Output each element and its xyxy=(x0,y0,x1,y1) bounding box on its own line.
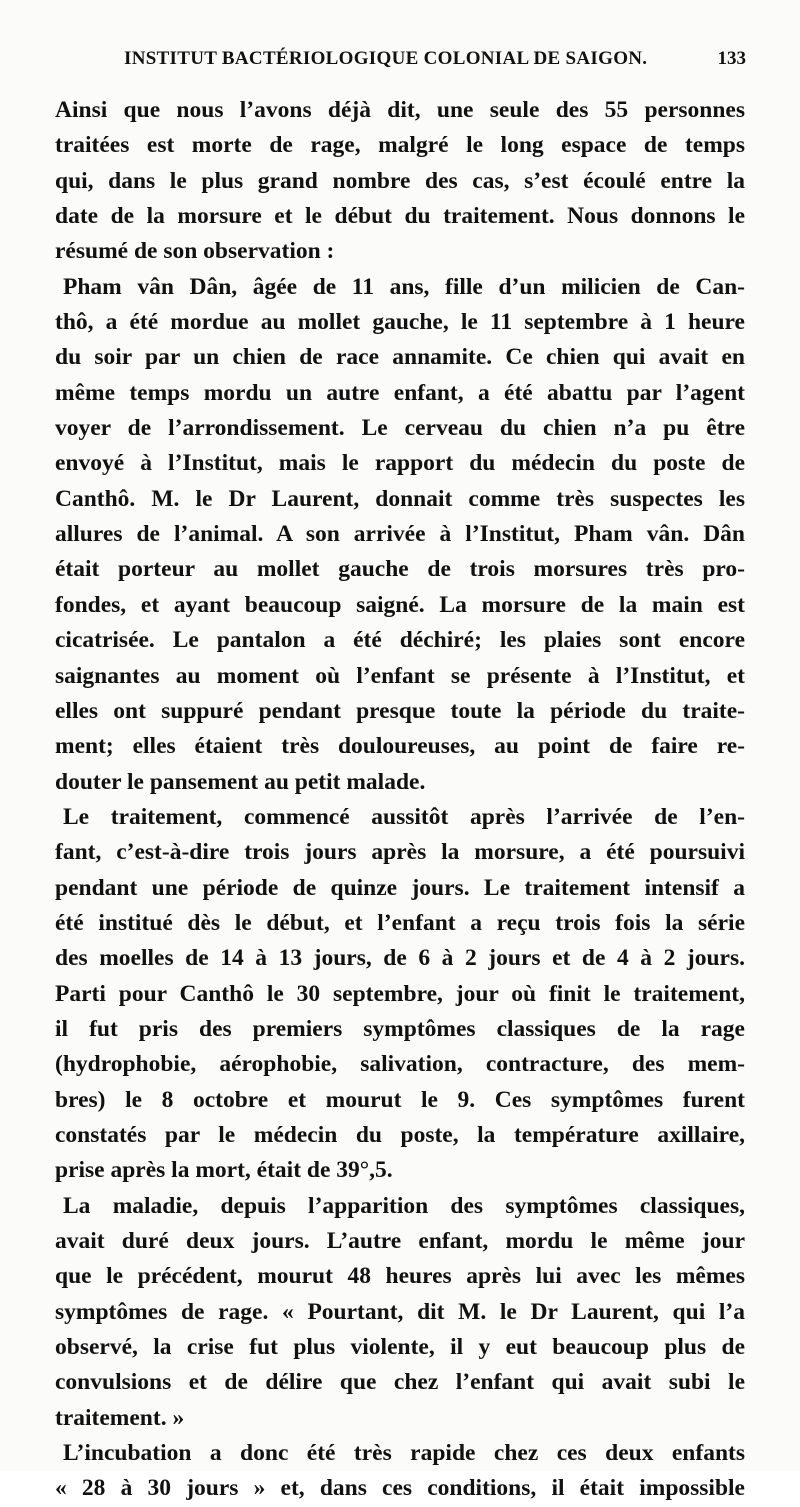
text-line: même temps mordu un autre enfant, a été abattu par l’agent xyxy=(55,379,745,406)
text-line: du soir par un chien de race annamite. Ce chien qui avait en xyxy=(55,344,745,371)
running-title: INSTITUT BACTÉRIOLOGIQUE COLONIAL DE SAIGON. xyxy=(124,48,648,69)
text-line: qui, dans le plus grand nombre des cas, s’est écoulé entre la xyxy=(55,167,745,194)
text-line: résumé de son observation : xyxy=(55,238,335,265)
text-line: été institué dès le début, et l’enfant a reçu trois fois la série xyxy=(55,909,745,936)
text-line: voyer de l’arrondissement. Le cerveau du chien n’a pu être xyxy=(55,415,745,442)
text-line: fondes, et ayant beaucoup saigné. La morsure de la main est xyxy=(55,591,745,618)
text-line: Parti pour Canthô le 30 septembre, jour où finit le traitement, xyxy=(55,980,745,1007)
text-line: ment; elles étaient très douloureuses, au point de faire re- xyxy=(55,733,745,760)
text-line: saignantes au moment où l’enfant se présente à l’Institut, et xyxy=(55,662,745,689)
text-line: des moelles de 14 à 13 jours, de 6 à 2 jours et de 4 à 2 jours. xyxy=(55,945,745,972)
text-line: il fut pris des premiers symptômes classiques de la rage xyxy=(55,1015,745,1042)
text-line: que le précédent, mourut 48 heures après lui avec les mêmes xyxy=(55,1263,745,1290)
text-line: allures de l’animal. A son arrivée à l’Institut, Pham vân. Dân xyxy=(55,521,745,548)
text-line: Ainsi que nous l’avons déjà dit, une seule des 55 personnes xyxy=(55,97,745,123)
text-line: constatés par le médecin du poste, la température axillaire, xyxy=(55,1121,745,1148)
text-line: convulsions et de délire que chez l’enfant qui avait subi le xyxy=(55,1369,745,1396)
text-line: elles ont suppuré pendant presque toute la période du traite- xyxy=(55,697,745,724)
text-line: Le traitement, commencé aussitôt après l’arrivée de l’en- xyxy=(63,803,745,830)
text-line: date de la morsure et le début du traitement. Nous donnons le xyxy=(55,203,745,230)
text-line: envoyé à l’Institut, mais le rapport du médecin du poste de xyxy=(55,450,745,477)
text-line: fant, c’est-à-dire trois jours après la morsure, a été poursuivi xyxy=(55,839,745,866)
text-line: cicatrisée. Le pantalon a été déchiré; les plaies sont encore xyxy=(55,627,745,654)
text-line: douter le pansement au petit malade. xyxy=(55,768,426,795)
text-line: traitement. » xyxy=(55,1404,185,1431)
text-line: était porteur au mollet gauche de trois morsures très pro- xyxy=(55,556,745,583)
text-line: traitées est morte de rage, malgré le long espace de temps xyxy=(55,132,745,159)
text-line: La maladie, depuis l’apparition des symptômes classiques, xyxy=(63,1192,745,1219)
text-line: avait duré deux jours. L’autre enfant, mordu le même jour xyxy=(55,1228,745,1254)
body-text xyxy=(55,93,745,1507)
text-line: symptômes de rage. « Pourtant, dit M. le Dr Laurent, qui l’a xyxy=(55,1298,745,1325)
text-line: observé, la crise fut plus violente, il y eut beaucoup plus de xyxy=(55,1334,745,1361)
text-line: pendant une période de quinze jours. Le traitement intensif a xyxy=(55,874,745,901)
text-line: (hydrophobie, aérophobie, salivation, contracture, des mem- xyxy=(55,1051,745,1078)
text-line: Pham vân Dân, âgée de 11 ans, fille d’un milicien de Can- xyxy=(63,273,745,300)
text-line: prise après la mort, était de 39°,5. xyxy=(55,1157,393,1184)
text-line: L’incubation a donc été très rapide chez ces deux enfants xyxy=(63,1440,745,1467)
text-line: « 28 à 30 jours » et, dans ces conditions, il était impossible xyxy=(55,1475,745,1502)
text-line: Canthô. M. le Dr Laurent, donnait comme très suspectes les xyxy=(55,485,745,512)
page-header xyxy=(62,48,748,84)
page-number: 133 xyxy=(717,48,746,69)
text-line: bres) le 8 octobre et mourut le 9. Ces symptômes furent xyxy=(55,1086,745,1113)
text-line: thô, a été mordue au mollet gauche, le 11 septembre à 1 heure xyxy=(55,309,745,336)
